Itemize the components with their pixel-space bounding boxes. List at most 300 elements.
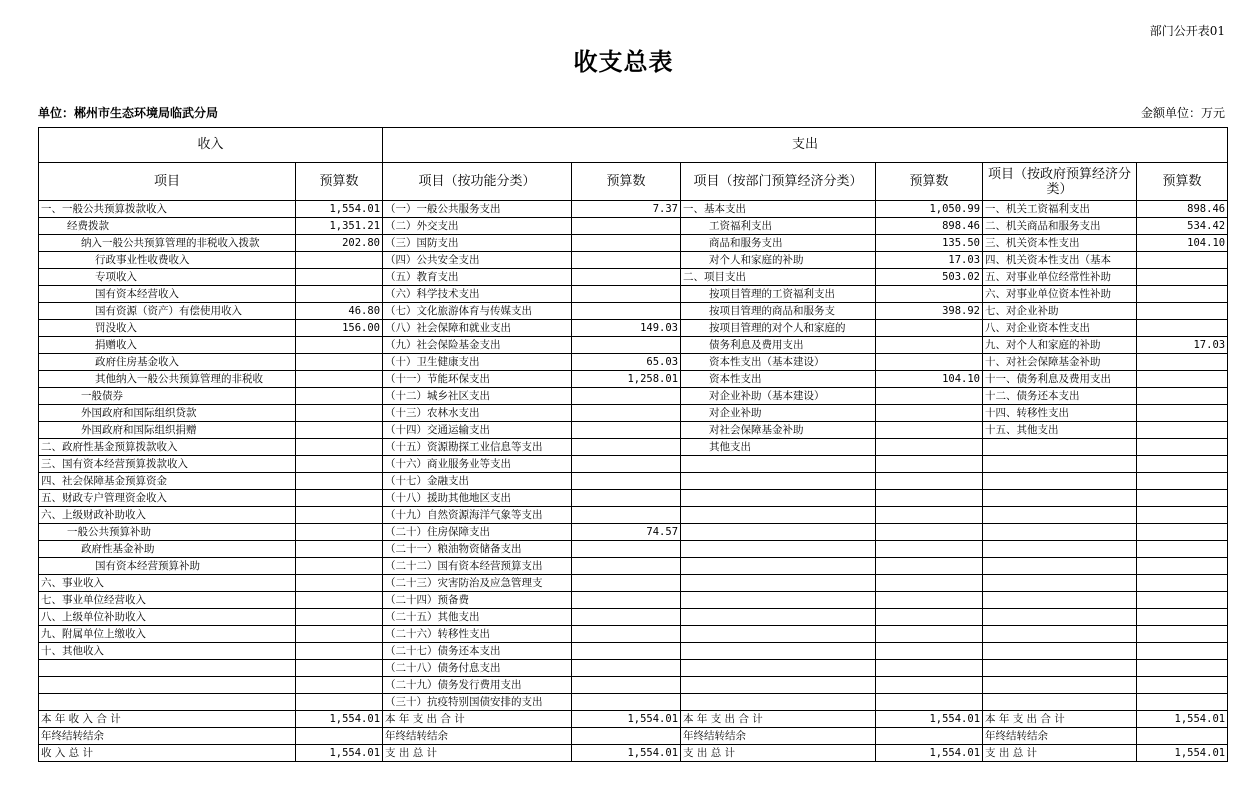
page-title: 收支总表 xyxy=(573,48,674,76)
dept-item-cell: 对企业补助（基本建设） xyxy=(681,388,876,405)
table-row xyxy=(39,354,1228,371)
func-item-cell: （二十七）债务还本支出 xyxy=(383,643,572,660)
func-budget-cell xyxy=(572,218,681,235)
income-item-cell: 七、事业单位经营收入 xyxy=(39,592,296,609)
income-budget-cell xyxy=(296,507,383,524)
func-budget-cell: 1,554.01 xyxy=(572,745,681,762)
dept-item-cell xyxy=(681,643,876,660)
func-budget-cell xyxy=(572,643,681,660)
dept-item-cell xyxy=(681,490,876,507)
func-budget-cell: 74.57 xyxy=(572,524,681,541)
gov-item-cell xyxy=(983,609,1137,626)
gov-budget-cell xyxy=(1137,592,1228,609)
func-item-cell: （十六）商业服务业等支出 xyxy=(383,456,572,473)
table-row xyxy=(39,218,1228,235)
dept-item-cell: 按项目管理的商品和服务支 xyxy=(681,303,876,320)
dept-item-cell xyxy=(681,660,876,677)
table-row xyxy=(39,320,1228,337)
dept-item-cell xyxy=(681,558,876,575)
func-item-cell: （十七）金融支出 xyxy=(383,473,572,490)
dept-item-cell xyxy=(681,507,876,524)
dept-budget-cell: 1,050.99 xyxy=(876,201,983,218)
gov-budget-cell xyxy=(1137,609,1228,626)
dept-item-cell xyxy=(681,456,876,473)
gov-item-cell: 十一、债务利息及费用支出 xyxy=(983,371,1137,388)
dept-budget-cell xyxy=(876,694,983,711)
gov-item-cell: 十、对社会保障基金补助 xyxy=(983,354,1137,371)
func-budget-cell xyxy=(572,235,681,252)
table-row xyxy=(39,337,1228,354)
dept-budget-cell xyxy=(876,660,983,677)
gov-item-cell xyxy=(983,507,1137,524)
amount-unit-label: 金额单位：万元 xyxy=(1140,106,1225,120)
func-item-cell: （十二）城乡社区支出 xyxy=(383,388,572,405)
func-budget-cell xyxy=(572,626,681,643)
func-budget-cell xyxy=(572,388,681,405)
gov-item-cell xyxy=(983,575,1137,592)
income-budget-cell: 1,554.01 xyxy=(296,201,383,218)
dept-item-cell: 一、基本支出 xyxy=(681,201,876,218)
func-item-cell: （二十一）粮油物资储备支出 xyxy=(383,541,572,558)
income-item-cell: 一般公共预算补助 xyxy=(39,524,296,541)
func-item-cell: （二十九）债务发行费用支出 xyxy=(383,677,572,694)
table-row xyxy=(39,286,1228,303)
income-budget-cell: 46.80 xyxy=(296,303,383,320)
income-budget-cell xyxy=(296,337,383,354)
table-row xyxy=(39,303,1228,320)
func-item-cell: （二十五）其他支出 xyxy=(383,609,572,626)
table-row xyxy=(39,507,1228,524)
income-item-cell: 国有资本经营预算补助 xyxy=(39,558,296,575)
func-item-cell: （十三）农林水支出 xyxy=(383,405,572,422)
func-budget-header: 预算数 xyxy=(572,163,681,201)
dept-item-cell xyxy=(681,575,876,592)
gov-item-cell xyxy=(983,643,1137,660)
dept-budget-cell xyxy=(876,592,983,609)
dept-budget-cell xyxy=(876,677,983,694)
income-item-cell: 捐赠收入 xyxy=(39,337,296,354)
income-item-cell: 罚没收入 xyxy=(39,320,296,337)
func-budget-cell xyxy=(572,269,681,286)
income-budget-cell: 1,554.01 xyxy=(296,745,383,762)
income-budget-cell xyxy=(296,473,383,490)
income-item-cell: 本 年 收 入 合 计 xyxy=(39,711,296,728)
dept-budget-cell xyxy=(876,456,983,473)
income-budget-cell: 156.00 xyxy=(296,320,383,337)
gov-item-cell xyxy=(983,660,1137,677)
gov-item-cell: 一、机关工资福利支出 xyxy=(983,201,1137,218)
table-row xyxy=(39,558,1228,575)
dept-budget-cell xyxy=(876,388,983,405)
gov-budget-cell xyxy=(1137,694,1228,711)
gov-budget-cell xyxy=(1137,422,1228,439)
income-item-cell: 六、上级财政补助收入 xyxy=(39,507,296,524)
income-budget-header: 预算数 xyxy=(296,163,383,201)
gov-item-cell xyxy=(983,524,1137,541)
gov-budget-cell xyxy=(1137,626,1228,643)
income-item-cell: 经费拨款 xyxy=(39,218,296,235)
func-budget-cell xyxy=(572,337,681,354)
income-budget-cell: 1,554.01 xyxy=(296,711,383,728)
form-number: 部门公开表01 xyxy=(1149,24,1225,38)
income-budget-cell xyxy=(296,626,383,643)
dept-item-cell xyxy=(681,473,876,490)
income-budget-cell xyxy=(296,694,383,711)
income-budget-cell xyxy=(296,422,383,439)
table-row xyxy=(39,456,1228,473)
dept-budget-cell: 503.02 xyxy=(876,269,983,286)
gov-budget-cell: 534.42 xyxy=(1137,218,1228,235)
gov-item-cell: 八、对企业资本性支出 xyxy=(983,320,1137,337)
dept-budget-header: 预算数 xyxy=(876,163,983,201)
gov-item-cell xyxy=(983,558,1137,575)
func-item-cell: （二十二）国有资本经营预算支出 xyxy=(383,558,572,575)
income-budget-cell xyxy=(296,354,383,371)
dept-budget-cell xyxy=(876,643,983,660)
gov-budget-cell xyxy=(1137,252,1228,269)
gov-budget-cell xyxy=(1137,575,1228,592)
func-budget-cell xyxy=(572,694,681,711)
dept-budget-cell: 17.03 xyxy=(876,252,983,269)
dept-item-cell xyxy=(681,592,876,609)
func-item-cell: （三十）抗疫特别国债安排的支出 xyxy=(383,694,572,711)
dept-budget-cell: 898.46 xyxy=(876,218,983,235)
dept-item-cell: 其他支出 xyxy=(681,439,876,456)
dept-item-cell xyxy=(681,609,876,626)
income-budget-cell xyxy=(296,456,383,473)
table-row xyxy=(39,660,1228,677)
income-item-cell: 纳入一般公共预算管理的非税收入拨款 xyxy=(39,235,296,252)
gov-item-cell: 四、机关资本性支出（基本 xyxy=(983,252,1137,269)
gov-budget-cell xyxy=(1137,643,1228,660)
gov-budget-cell xyxy=(1137,405,1228,422)
income-item-cell: 十、其他收入 xyxy=(39,643,296,660)
func-budget-cell xyxy=(572,303,681,320)
header-row-top xyxy=(39,128,1228,163)
func-item-cell: （十一）节能环保支出 xyxy=(383,371,572,388)
func-item-cell: （十八）援助其他地区支出 xyxy=(383,490,572,507)
income-item-cell: 九、附属单位上缴收入 xyxy=(39,626,296,643)
gov-item-cell: 五、对事业单位经常性补助 xyxy=(983,269,1137,286)
income-budget-cell xyxy=(296,439,383,456)
dept-budget-cell xyxy=(876,354,983,371)
income-item-cell: 四、社会保障基金预算资金 xyxy=(39,473,296,490)
gov-item-cell xyxy=(983,473,1137,490)
gov-budget-cell xyxy=(1137,677,1228,694)
income-item-cell: 外国政府和国际组织捐赠 xyxy=(39,422,296,439)
gov-item-cell xyxy=(983,456,1137,473)
table-row xyxy=(39,473,1228,490)
table-row xyxy=(39,592,1228,609)
gov-item-cell: 十二、债务还本支出 xyxy=(983,388,1137,405)
dept-item-cell: 对个人和家庭的补助 xyxy=(681,252,876,269)
gov-item-cell xyxy=(983,439,1137,456)
func-budget-cell xyxy=(572,677,681,694)
gov-budget-cell xyxy=(1137,660,1228,677)
gov-item-cell: 支 出 总 计 xyxy=(983,745,1137,762)
gov-budget-cell xyxy=(1137,558,1228,575)
dept-budget-cell xyxy=(876,320,983,337)
func-budget-cell: 1,258.01 xyxy=(572,371,681,388)
table-row xyxy=(39,490,1228,507)
dept-item-cell: 对社会保障基金补助 xyxy=(681,422,876,439)
table-row xyxy=(39,541,1228,558)
dept-item-cell xyxy=(681,626,876,643)
func-item-cell: 年终结转结余 xyxy=(383,728,572,745)
table-row xyxy=(39,626,1228,643)
dept-item-cell xyxy=(681,694,876,711)
table-row xyxy=(39,677,1228,694)
func-budget-cell xyxy=(572,439,681,456)
dept-budget-cell xyxy=(876,286,983,303)
dept-item-cell: 年终结转结余 xyxy=(681,728,876,745)
income-budget-cell: 1,351.21 xyxy=(296,218,383,235)
dept-item-cell xyxy=(681,541,876,558)
dept-item-cell: 本 年 支 出 合 计 xyxy=(681,711,876,728)
func-item-cell: 本 年 支 出 合 计 xyxy=(383,711,572,728)
dept-item-cell: 按项目管理的对个人和家庭的 xyxy=(681,320,876,337)
gov-budget-cell xyxy=(1137,439,1228,456)
income-item-header: 项目 xyxy=(39,163,296,201)
dept-budget-cell xyxy=(876,524,983,541)
gov-item-cell xyxy=(983,541,1137,558)
dept-budget-cell: 135.50 xyxy=(876,235,983,252)
gov-item-cell: 十四、转移性支出 xyxy=(983,405,1137,422)
gov-item-cell: 年终结转结余 xyxy=(983,728,1137,745)
func-budget-cell xyxy=(572,456,681,473)
dept-budget-cell xyxy=(876,626,983,643)
gov-budget-cell: 1,554.01 xyxy=(1137,745,1228,762)
func-budget-cell xyxy=(572,473,681,490)
gov-budget-cell: 1,554.01 xyxy=(1137,711,1228,728)
func-item-cell: （三）国防支出 xyxy=(383,235,572,252)
dept-item-cell: 支 出 总 计 xyxy=(681,745,876,762)
gov-item-cell: 三、机关资本性支出 xyxy=(983,235,1137,252)
gov-item-cell: 九、对个人和家庭的补助 xyxy=(983,337,1137,354)
income-item-cell: 行政事业性收费收入 xyxy=(39,252,296,269)
income-item-cell: 国有资本经营收入 xyxy=(39,286,296,303)
income-budget-cell xyxy=(296,592,383,609)
dept-item-cell: 对企业补助 xyxy=(681,405,876,422)
dept-budget-cell xyxy=(876,405,983,422)
income-budget-cell xyxy=(296,677,383,694)
func-item-cell: （十四）交通运输支出 xyxy=(383,422,572,439)
header-row-columns xyxy=(39,163,1228,201)
income-budget-cell xyxy=(296,269,383,286)
func-budget-cell xyxy=(572,660,681,677)
func-item-cell: （五）教育支出 xyxy=(383,269,572,286)
gov-budget-cell xyxy=(1137,541,1228,558)
income-budget-cell xyxy=(296,286,383,303)
dept-item-cell xyxy=(681,677,876,694)
gov-budget-cell xyxy=(1137,303,1228,320)
func-item-cell: （一）一般公共服务支出 xyxy=(383,201,572,218)
income-item-cell xyxy=(39,660,296,677)
gov-budget-cell: 898.46 xyxy=(1137,201,1228,218)
income-budget-cell xyxy=(296,575,383,592)
income-budget-cell: 202.80 xyxy=(296,235,383,252)
income-budget-cell xyxy=(296,371,383,388)
func-budget-cell: 1,554.01 xyxy=(572,711,681,728)
func-item-cell: （九）社会保险基金支出 xyxy=(383,337,572,354)
func-budget-cell: 65.03 xyxy=(572,354,681,371)
gov-budget-cell xyxy=(1137,286,1228,303)
income-budget-cell xyxy=(296,660,383,677)
dept-item-cell: 债务利息及费用支出 xyxy=(681,337,876,354)
dept-item-cell: 按项目管理的工资福利支出 xyxy=(681,286,876,303)
dept-budget-cell xyxy=(876,473,983,490)
income-item-cell: 八、上级单位补助收入 xyxy=(39,609,296,626)
gov-item-cell xyxy=(983,592,1137,609)
func-budget-cell xyxy=(572,728,681,745)
gov-budget-cell: 104.10 xyxy=(1137,235,1228,252)
func-budget-cell xyxy=(572,558,681,575)
func-budget-cell xyxy=(572,592,681,609)
func-budget-cell xyxy=(572,609,681,626)
func-item-cell: （六）科学技术支出 xyxy=(383,286,572,303)
dept-budget-cell: 104.10 xyxy=(876,371,983,388)
gov-budget-cell xyxy=(1137,490,1228,507)
dept-item-header: 项目（按部门预算经济分类） xyxy=(681,163,876,201)
func-item-cell: （二十六）转移性支出 xyxy=(383,626,572,643)
table-row xyxy=(39,728,1228,745)
table-row xyxy=(39,269,1228,286)
income-item-cell: 专项收入 xyxy=(39,269,296,286)
income-item-cell: 外国政府和国际组织贷款 xyxy=(39,405,296,422)
table-row xyxy=(39,388,1228,405)
table-row xyxy=(39,524,1228,541)
income-budget-cell xyxy=(296,524,383,541)
func-item-cell: （二十三）灾害防治及应急管理支 xyxy=(383,575,572,592)
table-row xyxy=(39,745,1228,762)
func-item-cell: （二）外交支出 xyxy=(383,218,572,235)
gov-item-cell xyxy=(983,490,1137,507)
gov-item-cell xyxy=(983,694,1137,711)
func-budget-cell xyxy=(572,490,681,507)
income-budget-cell xyxy=(296,728,383,745)
func-item-cell: （二十四）预备费 xyxy=(383,592,572,609)
table-row xyxy=(39,422,1228,439)
expense-header: 支出 xyxy=(383,128,1228,163)
func-budget-cell xyxy=(572,541,681,558)
budget-summary-table xyxy=(38,127,1228,762)
unit-label: 单位：郴州市生态环境局临武分局 xyxy=(38,106,219,120)
income-item-cell: 六、事业收入 xyxy=(39,575,296,592)
dept-budget-cell xyxy=(876,490,983,507)
gov-item-cell: 本 年 支 出 合 计 xyxy=(983,711,1137,728)
table-row xyxy=(39,575,1228,592)
income-budget-cell xyxy=(296,609,383,626)
gov-budget-cell xyxy=(1137,728,1228,745)
income-budget-cell xyxy=(296,405,383,422)
func-budget-cell: 149.03 xyxy=(572,320,681,337)
table-row xyxy=(39,252,1228,269)
table-row xyxy=(39,643,1228,660)
gov-item-cell xyxy=(983,677,1137,694)
gov-item-cell: 七、对企业补助 xyxy=(983,303,1137,320)
func-item-cell: （四）公共安全支出 xyxy=(383,252,572,269)
dept-budget-cell xyxy=(876,575,983,592)
income-budget-cell xyxy=(296,558,383,575)
dept-budget-cell xyxy=(876,558,983,575)
func-item-cell: （十五）资源勘探工业信息等支出 xyxy=(383,439,572,456)
func-item-cell: （七）文化旅游体育与传媒支出 xyxy=(383,303,572,320)
gov-item-cell: 二、机关商品和服务支出 xyxy=(983,218,1137,235)
income-item-cell xyxy=(39,677,296,694)
func-item-cell: （八）社会保障和就业支出 xyxy=(383,320,572,337)
gov-budget-cell: 17.03 xyxy=(1137,337,1228,354)
func-budget-cell xyxy=(572,422,681,439)
func-item-cell: （二十八）债务付息支出 xyxy=(383,660,572,677)
func-item-cell: 支 出 总 计 xyxy=(383,745,572,762)
dept-budget-cell xyxy=(876,507,983,524)
income-budget-cell xyxy=(296,252,383,269)
income-header: 收入 xyxy=(39,128,383,163)
dept-budget-cell xyxy=(876,337,983,354)
table-row xyxy=(39,694,1228,711)
func-budget-cell xyxy=(572,405,681,422)
table-row xyxy=(39,609,1228,626)
income-item-cell: 政府住房基金收入 xyxy=(39,354,296,371)
table-row xyxy=(39,711,1228,728)
income-budget-cell xyxy=(296,490,383,507)
table-row xyxy=(39,201,1228,218)
income-item-cell: 年终结转结余 xyxy=(39,728,296,745)
income-item-cell: 一般债券 xyxy=(39,388,296,405)
dept-item-cell: 工资福利支出 xyxy=(681,218,876,235)
dept-budget-cell: 398.92 xyxy=(876,303,983,320)
func-budget-cell xyxy=(572,507,681,524)
dept-item-cell xyxy=(681,524,876,541)
dept-budget-cell: 1,554.01 xyxy=(876,711,983,728)
income-budget-cell xyxy=(296,541,383,558)
income-item-cell: 国有资源（资产）有偿使用收入 xyxy=(39,303,296,320)
income-item-cell: 三、国有资本经营预算拨款收入 xyxy=(39,456,296,473)
gov-item-cell: 六、对事业单位资本性补助 xyxy=(983,286,1137,303)
gov-budget-cell xyxy=(1137,320,1228,337)
dept-budget-cell xyxy=(876,439,983,456)
table-row xyxy=(39,371,1228,388)
dept-budget-cell xyxy=(876,609,983,626)
func-item-cell: （二十）住房保障支出 xyxy=(383,524,572,541)
income-item-cell: 二、政府性基金预算拨款收入 xyxy=(39,439,296,456)
income-budget-cell xyxy=(296,388,383,405)
dept-budget-cell: 1,554.01 xyxy=(876,745,983,762)
table-row xyxy=(39,439,1228,456)
gov-budget-cell xyxy=(1137,473,1228,490)
gov-budget-cell xyxy=(1137,456,1228,473)
income-item-cell: 政府性基金补助 xyxy=(39,541,296,558)
gov-item-header: 项目（按政府预算经济分类） xyxy=(983,163,1137,201)
dept-budget-cell xyxy=(876,541,983,558)
dept-item-cell: 资本性支出 xyxy=(681,371,876,388)
gov-item-cell xyxy=(983,626,1137,643)
income-item-cell: 其他纳入一般公共预算管理的非税收 xyxy=(39,371,296,388)
income-item-cell: 五、财政专户管理资金收入 xyxy=(39,490,296,507)
income-item-cell: 收 入 总 计 xyxy=(39,745,296,762)
income-item-cell: 一、一般公共预算拨款收入 xyxy=(39,201,296,218)
income-item-cell xyxy=(39,694,296,711)
dept-item-cell: 二、项目支出 xyxy=(681,269,876,286)
gov-item-cell: 十五、其他支出 xyxy=(983,422,1137,439)
func-item-cell: （十九）自然资源海洋气象等支出 xyxy=(383,507,572,524)
func-item-cell: （十）卫生健康支出 xyxy=(383,354,572,371)
table-row xyxy=(39,405,1228,422)
func-budget-cell: 7.37 xyxy=(572,201,681,218)
gov-budget-cell xyxy=(1137,371,1228,388)
gov-budget-cell xyxy=(1137,524,1228,541)
func-budget-cell xyxy=(572,252,681,269)
